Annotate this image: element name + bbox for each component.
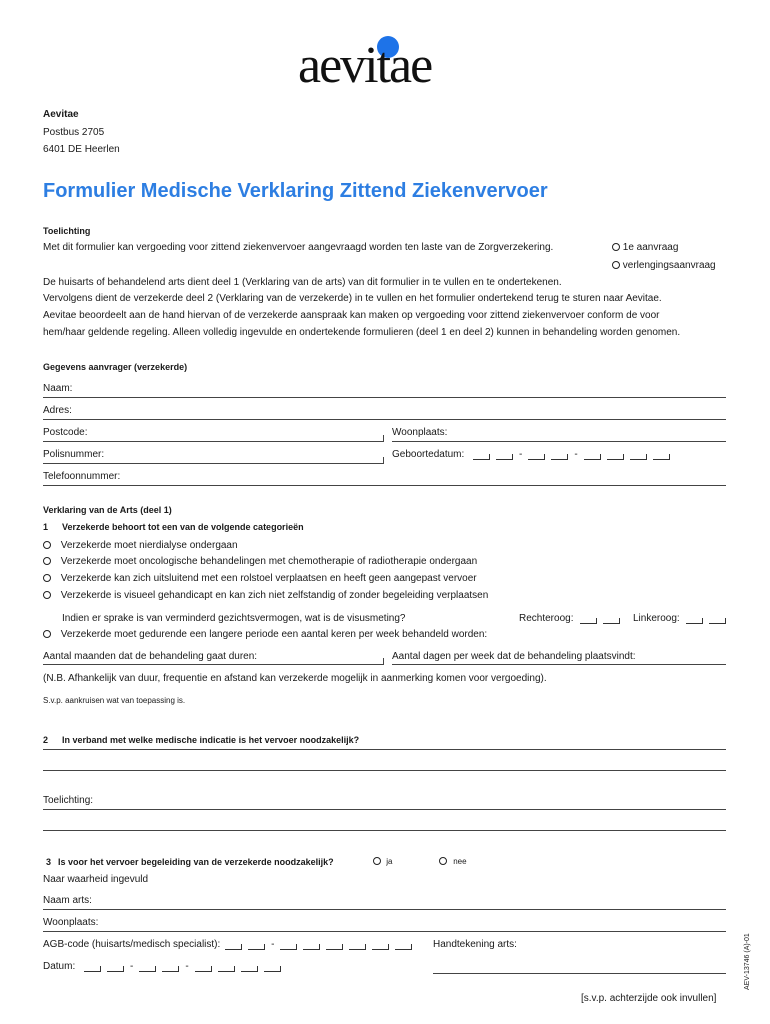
adres-label: Adres: bbox=[43, 405, 72, 416]
option-dialyse[interactable]: Verzekerde moet nierdialyse ondergaan bbox=[43, 540, 238, 551]
visus-question: Indien er sprake is van verminderd gezichtsvermogen, wat is de visusmeting? bbox=[62, 613, 406, 624]
aevitae-logo bbox=[298, 34, 478, 96]
option-first-request[interactable]: 1e aanvraag bbox=[612, 242, 678, 253]
radio-icon[interactable] bbox=[612, 261, 620, 269]
naar-waarheid-label: Naar waarheid ingevuld bbox=[43, 874, 149, 885]
question-2-number: 2 bbox=[43, 735, 49, 745]
woonplaats-label: Woonplaats: bbox=[392, 427, 448, 438]
intro-heading: Toelichting bbox=[43, 226, 91, 236]
telefoon-label: Telefoonnummer: bbox=[43, 471, 121, 482]
agb-code-field[interactable]: AGB-code (huisarts/medisch specialist): - bbox=[43, 939, 418, 950]
toelichting-field-line-1[interactable] bbox=[43, 809, 726, 810]
field-divider bbox=[383, 658, 384, 665]
dagen-field[interactable] bbox=[392, 664, 726, 665]
field-divider bbox=[383, 435, 384, 442]
option-visueel[interactable]: Verzekerde is visueel gehandicapt en kan zich niet zelfstandig of zonder begeleiding verplaatsen bbox=[43, 590, 488, 601]
naam-label: Naam: bbox=[43, 383, 73, 394]
page-title: Formulier Medische Verklaring Zittend Ziekenvervoer bbox=[43, 180, 548, 202]
address-name: Aevitae bbox=[43, 109, 79, 120]
logo-text: aevitae bbox=[298, 37, 432, 94]
svp-note: S.v.p. aankruisen wat van toepassing is. bbox=[43, 696, 186, 705]
option-ja[interactable]: ja bbox=[373, 857, 392, 866]
polisnummer-field[interactable] bbox=[43, 463, 383, 464]
question-3: Is voor het vervoer begeleiding van de verzekerde noodzakelijk? bbox=[58, 857, 334, 867]
radio-icon[interactable] bbox=[43, 630, 51, 638]
handtekening-field[interactable] bbox=[433, 973, 726, 974]
toelichting-field-line-2[interactable] bbox=[43, 830, 726, 831]
arts-woonplaats-field[interactable] bbox=[43, 931, 726, 932]
indicatie-field-line-1[interactable] bbox=[43, 749, 726, 750]
naam-field[interactable] bbox=[43, 397, 726, 398]
maanden-field[interactable] bbox=[43, 664, 383, 665]
option-oncologie[interactable]: Verzekerde moet oncologische behandelingen met chemotherapie of radiotherapie ondergaan bbox=[43, 556, 477, 567]
adres-field[interactable] bbox=[43, 419, 726, 420]
dagen-label: Aantal dagen per week dat de behandeling plaatsvindt: bbox=[392, 651, 636, 662]
rechteroog-field[interactable]: Rechteroog: bbox=[519, 613, 626, 624]
radio-icon[interactable] bbox=[612, 243, 620, 251]
postcode-field[interactable] bbox=[43, 441, 383, 442]
question-1: Verzekerde behoort tot een van de volgende categorieën bbox=[62, 522, 304, 532]
geboortedatum-field[interactable]: Geboortedatum: - - bbox=[392, 449, 676, 460]
radio-icon[interactable] bbox=[373, 857, 381, 865]
woonplaats-field[interactable] bbox=[392, 441, 726, 442]
intro-paragraph-2: Vervolgens dient de verzekerde deel 2 (Verklaring van de verzekerde) in te vullen en het formulier ondertekend terug te sturen naar Aevitae. bbox=[43, 293, 662, 304]
radio-icon[interactable] bbox=[43, 574, 51, 582]
radio-icon[interactable] bbox=[43, 557, 51, 565]
postcode-label: Postcode: bbox=[43, 427, 88, 438]
polisnummer-label: Polisnummer: bbox=[43, 449, 105, 460]
intro-paragraph-4: hem/haar geldende regeling. Alleen volledig ingevulde en ondertekende formulieren (deel 1 en deel 2) kunnen in behandeling worden genomen. bbox=[43, 327, 681, 338]
question-2: In verband met welke medische indicatie is het vervoer noodzakelijk? bbox=[62, 735, 360, 745]
naam-arts-field[interactable] bbox=[43, 909, 726, 910]
indicatie-field-line-2[interactable] bbox=[43, 770, 726, 771]
option-rolstoel[interactable]: Verzekerde kan zich uitsluitend met een rolstoel verplaatsen en heeft geen aangepast vervoer bbox=[43, 573, 477, 584]
handtekening-label: Handtekening arts: bbox=[433, 939, 517, 950]
intro-text: Met dit formulier kan vergoeding voor zittend ziekenvervoer aangevraagd worden ten laste van de Zorgverzekering. bbox=[43, 242, 554, 253]
address-line2: 6401 DE Heerlen bbox=[43, 144, 120, 155]
radio-icon[interactable] bbox=[43, 541, 51, 549]
question-3-number: 3 bbox=[46, 857, 52, 867]
telefoon-field[interactable] bbox=[43, 485, 726, 486]
doctor-heading: Verklaring van de Arts (deel 1) bbox=[43, 505, 172, 515]
datum-field[interactable]: Datum: - - bbox=[43, 961, 287, 972]
option-langere-periode[interactable]: Verzekerde moet gedurende een langere periode een aantal keren per week behandeld worden: bbox=[43, 629, 487, 640]
applicant-heading: Gegevens aanvrager (verzekerde) bbox=[43, 362, 188, 372]
radio-icon[interactable] bbox=[439, 857, 447, 865]
maanden-label: Aantal maanden dat de behandeling gaat duren: bbox=[43, 651, 258, 662]
question-1-number: 1 bbox=[43, 522, 49, 532]
continue-note: [s.v.p. achterzijde ook invullen] bbox=[581, 993, 717, 1004]
intro-paragraph-3: Aevitae beoordeelt aan de hand hiervan of de verzekerde aanspraak kan maken op vergoeding voor zittend ziekenvervoer conform de voor bbox=[43, 310, 660, 321]
intro-paragraph-1: De huisarts of behandelend arts dient deel 1 (Verklaring van de arts) van dit formulier in te vullen en te ondertekenen. bbox=[43, 277, 562, 288]
address-line1: Postbus 2705 bbox=[43, 127, 105, 138]
form-code: AEV-13746 (A)-01 bbox=[744, 933, 751, 990]
naam-arts-label: Naam arts: bbox=[43, 895, 92, 906]
radio-icon[interactable] bbox=[43, 591, 51, 599]
field-divider bbox=[383, 457, 384, 464]
option-nee[interactable]: nee bbox=[439, 857, 467, 866]
option-extension-request[interactable]: verlengingsaanvraag bbox=[612, 260, 716, 271]
arts-woonplaats-label: Woonplaats: bbox=[43, 917, 99, 928]
linkeroog-field[interactable]: Linkeroog: bbox=[633, 613, 732, 624]
nb-note: (N.B. Afhankelijk van duur, frequentie en afstand kan verzekerde mogelijk in aanmerking komen voor vergoeding). bbox=[43, 673, 547, 684]
toelichting-label: Toelichting: bbox=[43, 795, 94, 806]
